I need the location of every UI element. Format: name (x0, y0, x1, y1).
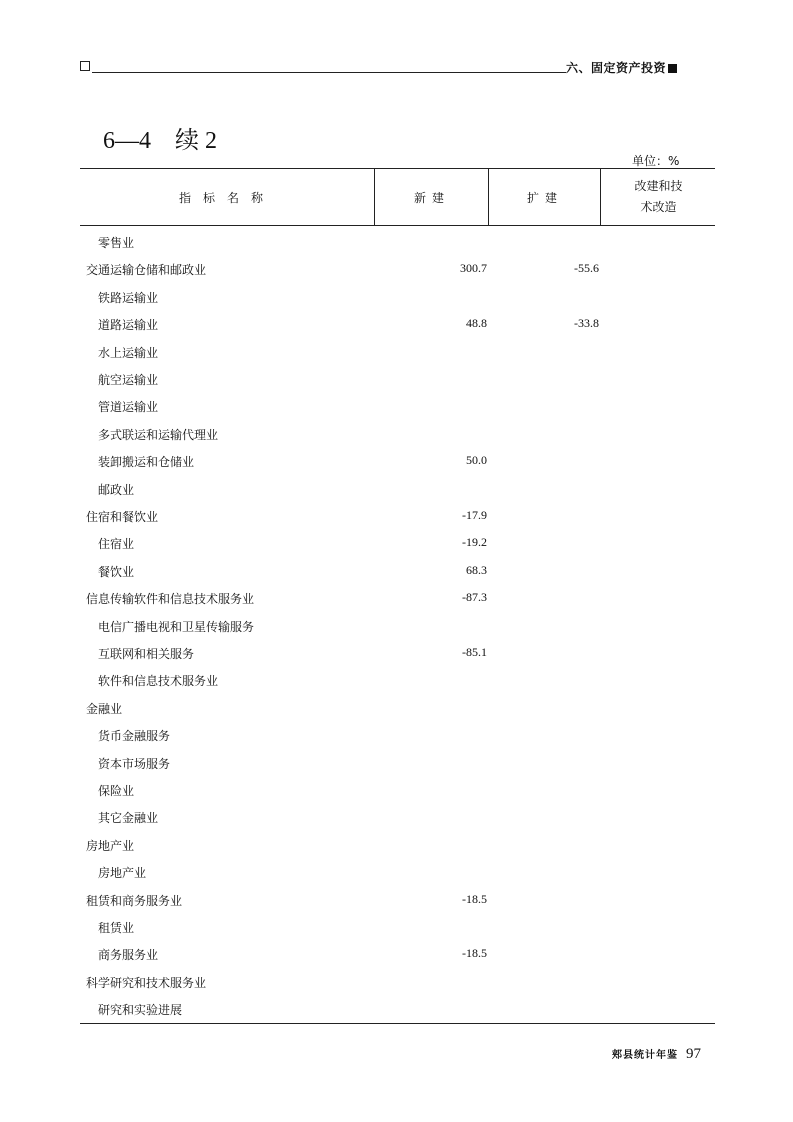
row-indicator-name: 资本市场服务 (98, 756, 171, 771)
table-row (80, 670, 715, 690)
table-row (80, 479, 715, 499)
table-row (80, 396, 715, 416)
table-row (80, 999, 715, 1019)
cell-new: 50.0 (466, 453, 487, 468)
table-row (80, 506, 715, 526)
column-header-name: 指标名称 (178, 190, 275, 205)
row-indicator-name: 铁路运输业 (98, 290, 159, 305)
data-table (80, 168, 715, 1024)
table-row (80, 561, 715, 581)
table-row (80, 533, 715, 553)
header-marker-box (80, 61, 90, 71)
cell-expand: -55.6 (574, 261, 599, 276)
table-row (80, 232, 715, 252)
row-indicator-name: 道路运输业 (98, 318, 159, 333)
cell-new: 300.7 (460, 261, 487, 276)
row-indicator-name: 多式联运和运输代理业 (98, 427, 219, 442)
header-rule (92, 72, 566, 73)
table-body (80, 226, 715, 1024)
row-indicator-name: 货币金融服务 (98, 729, 171, 744)
table-row (80, 890, 715, 910)
section-header (566, 59, 677, 76)
cell-new: -19.2 (462, 535, 487, 550)
cell-expand: -33.8 (574, 316, 599, 331)
row-indicator-name: 商务服务业 (98, 948, 159, 963)
table-row (80, 451, 715, 471)
page-footer (612, 1043, 701, 1063)
table-row (80, 259, 715, 279)
cell-new: 68.3 (466, 562, 487, 577)
cell-new: -85.1 (462, 645, 487, 659)
row-indicator-name: 研究和实验进展 (98, 1003, 183, 1018)
cell-new: -17.9 (462, 508, 487, 522)
header-square-icon (668, 64, 677, 73)
unit-label: 单位：% (632, 154, 680, 168)
column-header-rebuild-line2: 术改造 (640, 200, 677, 214)
row-indicator-name: 房地产业 (98, 866, 147, 881)
row-indicator-name: 装卸搬运和仓储业 (98, 455, 195, 470)
table-row (80, 972, 715, 992)
table-row (80, 917, 715, 937)
table-row (80, 643, 715, 663)
row-indicator-name: 租赁业 (98, 921, 135, 935)
table-continuation: 续 2 (175, 128, 217, 154)
table-row (80, 424, 715, 444)
cell-new: -18.5 (462, 946, 487, 961)
table-row (80, 944, 715, 964)
table-row (80, 780, 715, 800)
cell-new: -87.3 (462, 590, 487, 605)
cell-new: -18.5 (462, 891, 487, 906)
page-number: 97 (686, 1046, 701, 1062)
row-indicator-name: 保险业 (98, 784, 135, 798)
row-indicator-name: 餐饮业 (98, 564, 135, 579)
column-header-rebuild-line1: 改建和技 (634, 179, 683, 193)
table-row (80, 725, 715, 745)
row-indicator-name: 住宿和餐饮业 (86, 510, 159, 524)
row-indicator-name: 金融业 (86, 701, 123, 716)
row-indicator-name: 科学研究和技术服务业 (86, 975, 207, 990)
table-row (80, 753, 715, 773)
row-indicator-name: 交通运输仓储和邮政业 (86, 263, 207, 278)
row-indicator-name: 软件和信息技术服务业 (98, 674, 219, 689)
table-row (80, 862, 715, 882)
table-row (80, 616, 715, 636)
table-row (80, 807, 715, 827)
table-row (80, 588, 715, 608)
row-indicator-name: 水上运输业 (98, 345, 159, 360)
table-row (80, 369, 715, 389)
book-title: 郏县统计年鉴 (612, 1050, 678, 1061)
table-row (80, 698, 715, 718)
table-row (80, 314, 715, 334)
row-indicator-name: 租赁和商务服务业 (86, 893, 183, 908)
cell-new: 48.8 (466, 316, 487, 331)
table-header (80, 168, 715, 226)
row-indicator-name: 房地产业 (86, 838, 135, 853)
column-header-expand: 扩建 (488, 169, 601, 225)
column-header-new: 新建 (374, 169, 489, 225)
table-number: 6—4 (103, 128, 151, 154)
table-row (80, 287, 715, 307)
table-row (80, 342, 715, 362)
section-title: 六、固定资产投资 (566, 61, 667, 75)
column-header-rebuild (600, 169, 716, 225)
row-indicator-name: 管道运输业 (98, 400, 159, 415)
row-indicator-name: 电信广播电视和卫星传输服务 (98, 619, 255, 634)
table-row (80, 835, 715, 855)
row-indicator-name: 零售业 (98, 236, 135, 250)
row-indicator-name: 邮政业 (98, 482, 135, 497)
table-title (103, 120, 217, 155)
row-indicator-name: 其它金融业 (98, 811, 159, 826)
row-indicator-name: 航空运输业 (98, 373, 159, 387)
row-indicator-name: 住宿业 (98, 537, 135, 552)
row-indicator-name: 互联网和相关服务 (98, 647, 195, 661)
row-indicator-name: 信息传输软件和信息技术服务业 (86, 592, 255, 607)
